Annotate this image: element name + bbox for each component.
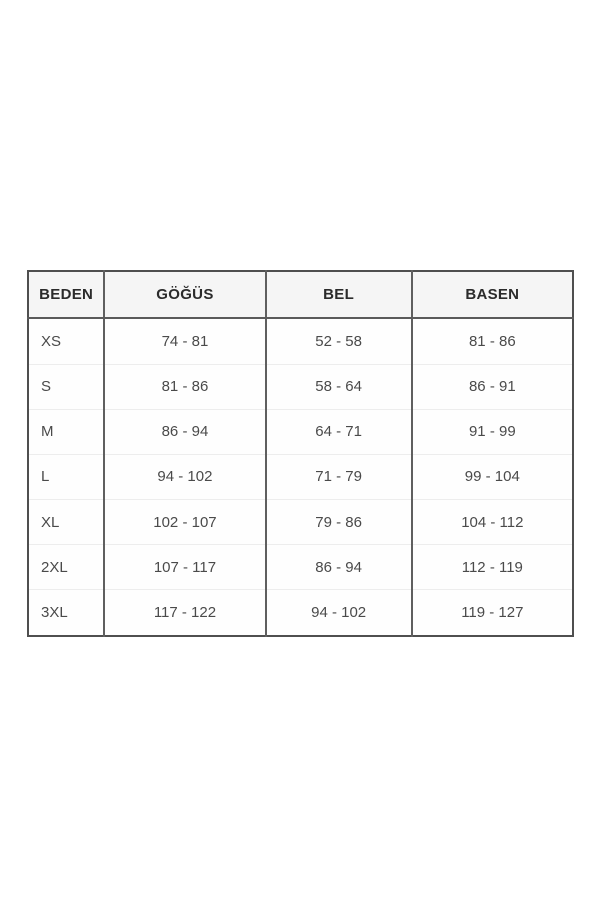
cell-waist: 94 - 102 [266,590,412,636]
cell-size: L [28,454,104,499]
cell-size: XL [28,500,104,545]
column-header-size: BEDEN [28,271,104,318]
cell-waist: 71 - 79 [266,454,412,499]
column-header-waist: BEL [266,271,412,318]
cell-chest: 107 - 117 [104,545,265,590]
cell-hip: 119 - 127 [412,590,573,636]
cell-size: S [28,364,104,409]
column-header-hip: BASEN [412,271,573,318]
table-row [28,590,573,636]
cell-hip: 99 - 104 [412,454,573,499]
cell-waist: 64 - 71 [266,409,412,454]
table-row [28,409,573,454]
cell-hip: 91 - 99 [412,409,573,454]
cell-waist: 58 - 64 [266,364,412,409]
table-row [28,545,573,590]
column-header-chest: GÖĞÜS [104,271,265,318]
cell-waist: 86 - 94 [266,545,412,590]
header-row [28,271,573,318]
cell-waist: 52 - 58 [266,318,412,364]
cell-size: 3XL [28,590,104,636]
cell-chest: 102 - 107 [104,500,265,545]
cell-hip: 86 - 91 [412,364,573,409]
cell-chest: 94 - 102 [104,454,265,499]
cell-hip: 104 - 112 [412,500,573,545]
table-row [28,364,573,409]
size-chart-table [27,270,574,637]
table-row [28,500,573,545]
cell-chest: 117 - 122 [104,590,265,636]
cell-chest: 86 - 94 [104,409,265,454]
table-row [28,318,573,364]
cell-size: M [28,409,104,454]
cell-size: 2XL [28,545,104,590]
cell-hip: 81 - 86 [412,318,573,364]
cell-size: XS [28,318,104,364]
cell-waist: 79 - 86 [266,500,412,545]
cell-hip: 112 - 119 [412,545,573,590]
cell-chest: 74 - 81 [104,318,265,364]
table-row [28,454,573,499]
cell-chest: 81 - 86 [104,364,265,409]
